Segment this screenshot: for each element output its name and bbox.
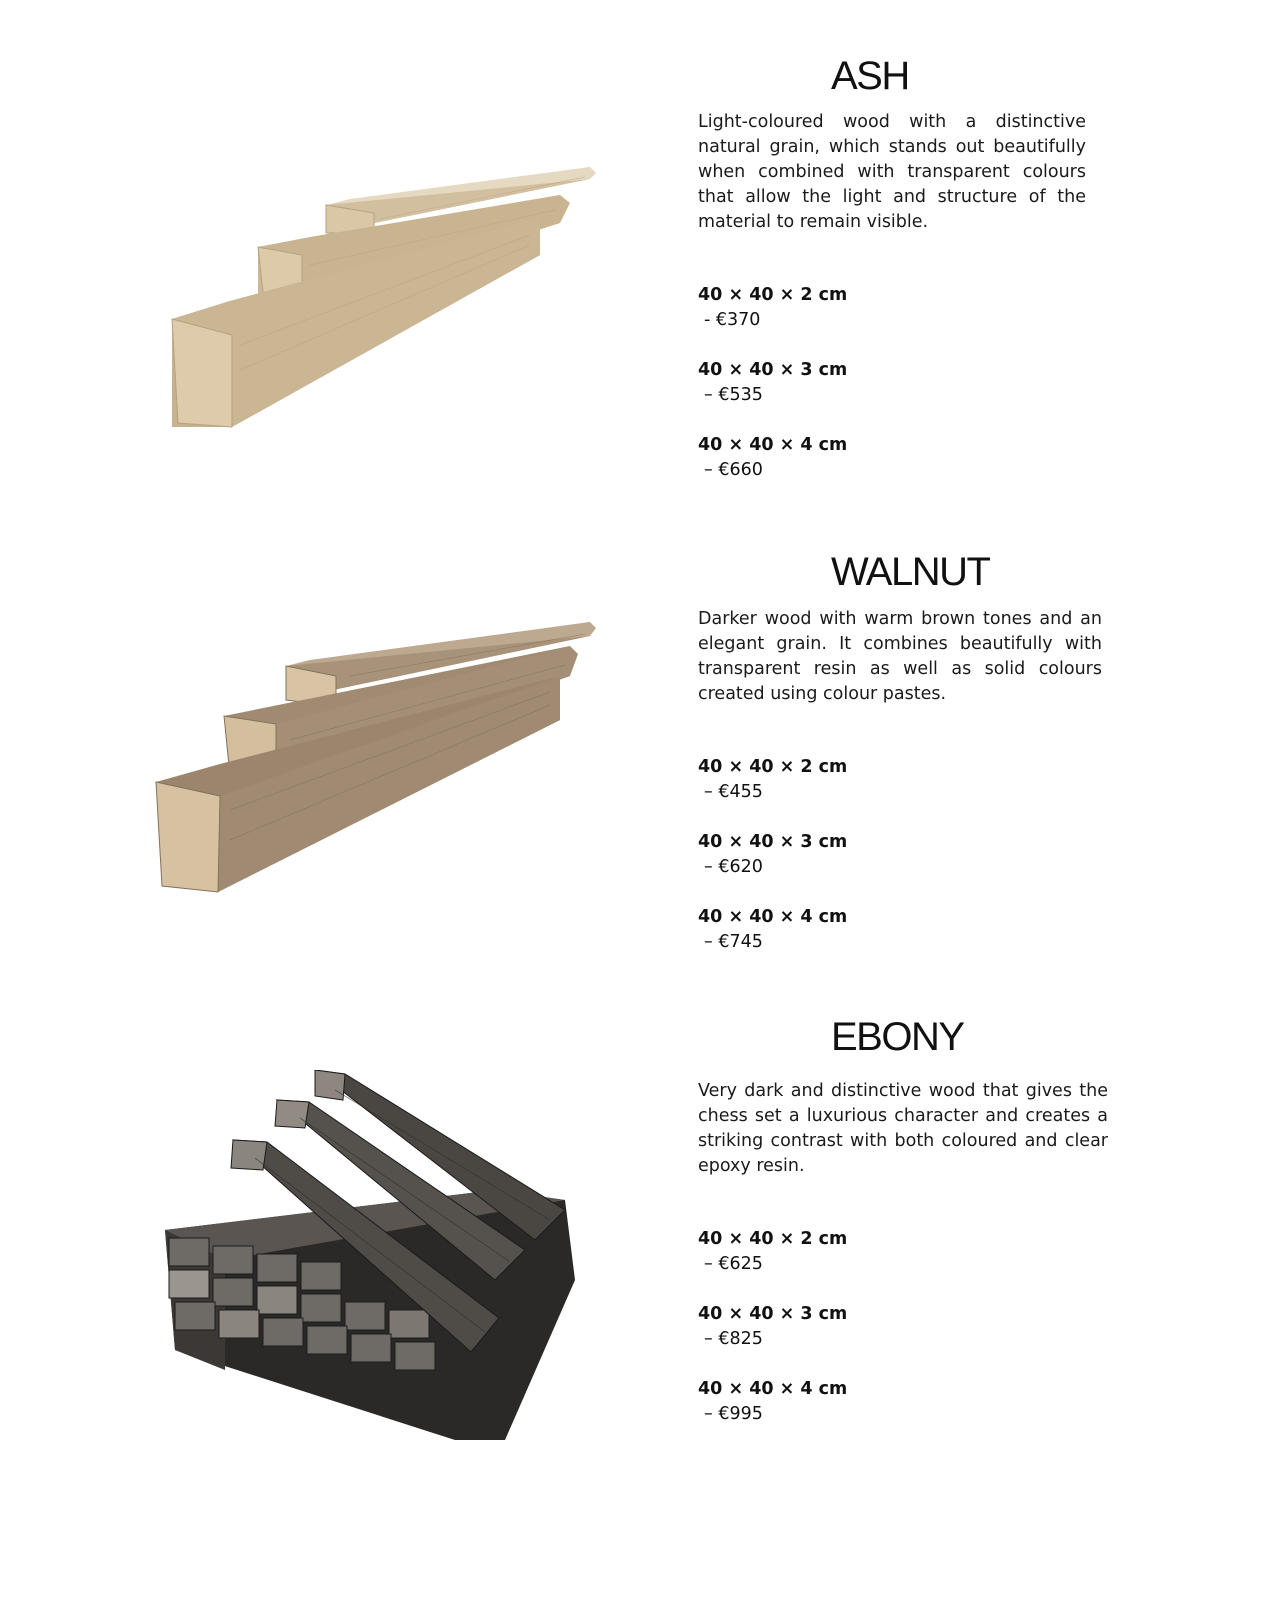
price-item: [698, 905, 847, 980]
section-ebony: [0, 970, 1264, 1490]
price-item: [698, 358, 847, 433]
price-value: – €620: [704, 857, 763, 877]
price-value: - €370: [704, 310, 761, 330]
price-item: [698, 1302, 847, 1377]
price-item: [698, 1227, 847, 1302]
section-description: Light-coloured wood with a distinctive natural grain, which stands out beautifully when combined with transparent colours that allow the light and structure of the material to remain visible.: [698, 112, 1086, 232]
price-value: – €660: [704, 460, 763, 480]
price-value: – €825: [704, 1329, 763, 1349]
price-item: [698, 755, 847, 830]
price-value: – €625: [704, 1254, 763, 1274]
section-description: Very dark and distinctive wood that gives the chess set a luxurious character and creates a striking contrast with both coloured and clear epoxy resin.: [698, 1081, 1108, 1176]
price-value: – €745: [704, 932, 763, 952]
price-item: [698, 1377, 847, 1452]
size-label: 40 × 40 × 4 cm: [698, 435, 848, 455]
size-label: 40 × 40 × 2 cm: [698, 757, 848, 777]
price-value: – €995: [704, 1404, 763, 1424]
price-list: [698, 283, 847, 508]
size-label: 40 × 40 × 3 cm: [698, 360, 848, 380]
walnut-wood-image: [150, 610, 610, 910]
section-walnut: [0, 500, 1264, 970]
ash-wood-image: [160, 155, 620, 455]
price-value: – €455: [704, 782, 763, 802]
size-label: 40 × 40 × 3 cm: [698, 832, 848, 852]
section-description: Darker wood with warm brown tones and an elegant grain. It combines beautifully with transparent resin as well as solid colours created using colour pastes.: [698, 609, 1102, 704]
price-list: [698, 1227, 847, 1452]
section-title: WALNUT: [831, 550, 990, 594]
ebony-wood-image: [155, 1070, 585, 1450]
size-label: 40 × 40 × 2 cm: [698, 285, 848, 305]
section-title: EBONY: [831, 1015, 964, 1059]
size-label: 40 × 40 × 3 cm: [698, 1304, 848, 1324]
price-list: [698, 755, 847, 980]
price-value: – €535: [704, 385, 763, 405]
section-ash: [0, 0, 1264, 500]
price-item: [698, 433, 847, 508]
section-title: ASH: [831, 54, 909, 98]
price-item: [698, 830, 847, 905]
size-label: 40 × 40 × 4 cm: [698, 907, 848, 927]
size-label: 40 × 40 × 4 cm: [698, 1379, 848, 1399]
price-item: [698, 283, 847, 358]
size-label: 40 × 40 × 2 cm: [698, 1229, 848, 1249]
